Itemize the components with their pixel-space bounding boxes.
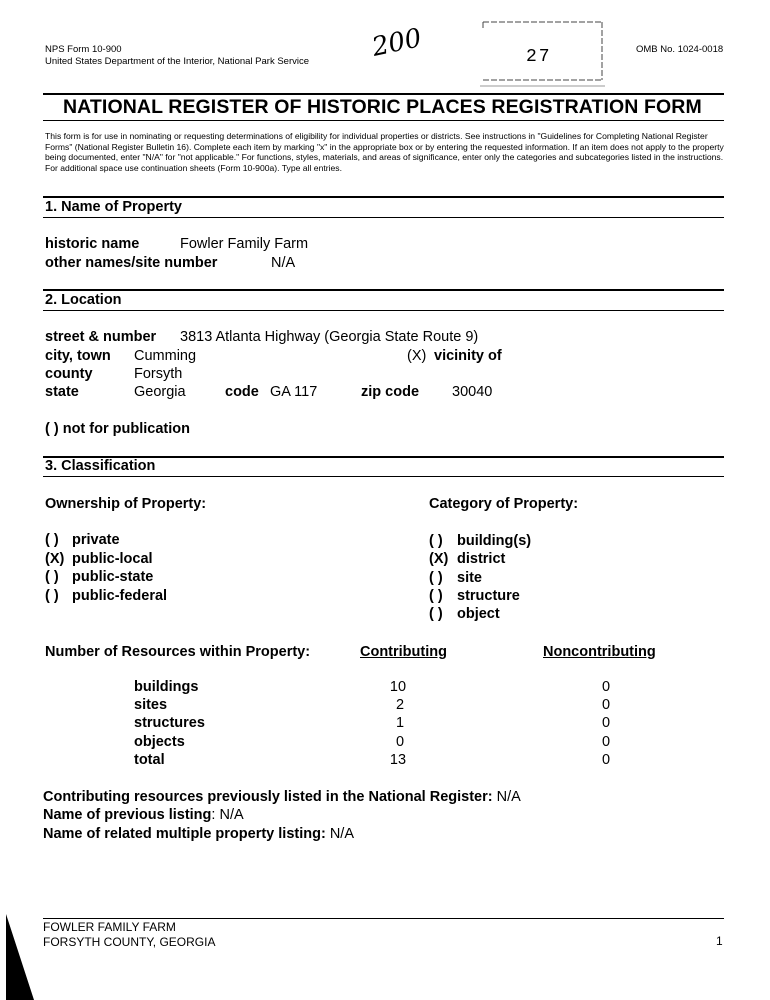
category-label: structure [457,588,520,604]
ownership-label: public-federal [72,588,168,604]
resource-contributing: 0 [395,734,405,750]
footer-property-name: FOWLER FAMILY FARM [43,920,176,934]
footer-county: FORSYTH COUNTY, GEORGIA [43,935,216,949]
section1-rule-bottom [43,217,724,218]
category-label: district [457,551,506,567]
resource-noncontributing: 0 [601,679,611,695]
prev-listing-line: Name of previous listing: N/A [43,807,244,823]
ownership-mark: ( ) [45,532,59,548]
vicinity-mark: (X) [407,348,427,364]
related-listing-value: N/A [329,826,354,842]
resource-contributing: 10 [389,679,407,695]
section3-rule-bottom [43,476,724,477]
ownership-heading: Ownership of Property: [45,496,207,512]
resource-contributing: 2 [395,697,405,713]
resource-noncontributing: 0 [601,734,611,750]
prev-listed-line [43,789,521,805]
section1-title: 1. Name of Property [45,199,182,215]
category-label: object [457,606,500,622]
state-label: state [45,384,79,400]
code-label: code [225,384,259,400]
street-value: 3813 Atlanta Highway (Georgia State Route 9) [180,329,479,345]
ownership-label: public-state [72,569,154,585]
category-label: site [457,570,482,586]
state-value: Georgia [134,384,186,400]
title-rule-bottom [43,120,724,121]
zip-label: zip code [361,384,420,400]
resource-noncontributing: 0 [601,715,611,731]
prev-listed-value: N/A [496,789,521,805]
scan-corner-mark [0,910,40,1000]
section2-rule-bottom [43,310,724,311]
resource-contributing: 1 [395,715,405,731]
handwritten-note: 200 [369,23,425,63]
prev-listed-label: Contributing resources previously listed in the National Register: [43,789,493,805]
resource-name: objects [134,734,185,750]
prev-listing-label: Name of previous listing [43,807,212,823]
noncontributing-column-header: Noncontributing [543,644,656,660]
ownership-mark: (X) [45,551,65,567]
other-names-value: N/A [271,255,296,271]
street-label: street & number [45,329,157,345]
resource-name: total [134,752,165,768]
form-number: NPS Form 10-900 [45,44,122,55]
contributing-column-header: Contributing [360,644,447,660]
category-heading: Category of Property: [429,496,579,512]
category-mark: ( ) [429,533,443,549]
vicinity-label: vicinity of [434,348,502,364]
resource-noncontributing: 0 [601,752,611,768]
category-mark: ( ) [429,570,443,586]
footer-rule [43,918,724,919]
category-mark: (X) [429,551,449,567]
category-mark: ( ) [429,606,443,622]
section2-rule-top [43,289,724,291]
city-label: city, town [45,348,111,364]
department-name: United States Department of the Interior, National Park Service [45,56,310,67]
related-listing-label: Name of related multiple property listing: [43,826,326,842]
ownership-label: private [72,532,120,548]
section1-rule-top [43,196,724,198]
category-mark: ( ) [429,588,443,604]
city-value: Cumming [134,348,197,364]
ownership-mark: ( ) [45,588,59,604]
prev-listing-value: N/A [219,807,244,823]
historic-name-value: Fowler Family Farm [180,236,309,252]
ownership-label: public-local [72,551,153,567]
footer-page-number: 1 [716,934,723,948]
ownership-mark: ( ) [45,569,59,585]
section2-title: 2. Location [45,292,122,308]
stamp-number: 27 [526,47,552,67]
resource-name: buildings [134,679,199,695]
resource-name: structures [134,715,205,731]
county-value: Forsyth [134,366,183,382]
intro-instructions: This form is for use in nominating or requesting determinations of eligibility for individual properties or districts. See instructions in "Guidelines for Completing National Register Forms" (National Register Bulletin 16). Complete each item by marking "x" in the appropriate box or by entering the requested information. If an item does not apply to the property being documented, enter "N/A" for "not applicable." For functions, styles, materials, and areas of significance, enter only the categories and subcategories listed in the instructions. For additional space use continuation sheets (Form 10-900a). Type all entries. [45,131,724,173]
not-for-publication: ( ) not for publication [45,421,190,437]
resource-contributing: 13 [389,752,407,768]
resource-noncontributing: 0 [601,697,611,713]
category-label: building(s) [457,533,532,549]
omb-number: OMB No. 1024-0018 [636,44,724,55]
form-title: NATIONAL REGISTER OF HISTORIC PLACES REGISTRATION FORM [63,96,702,118]
title-rule-top [43,93,724,95]
code-value: GA 117 [270,384,318,400]
resources-heading: Number of Resources within Property: [45,644,311,660]
section3-title: 3. Classification [45,458,156,474]
resource-name: sites [134,697,168,713]
other-names-label: other names/site number [45,255,218,271]
related-listing-line [43,826,354,842]
zip-value: 30040 [452,384,493,400]
county-label: county [45,366,93,382]
historic-name-label: historic name [45,236,140,252]
